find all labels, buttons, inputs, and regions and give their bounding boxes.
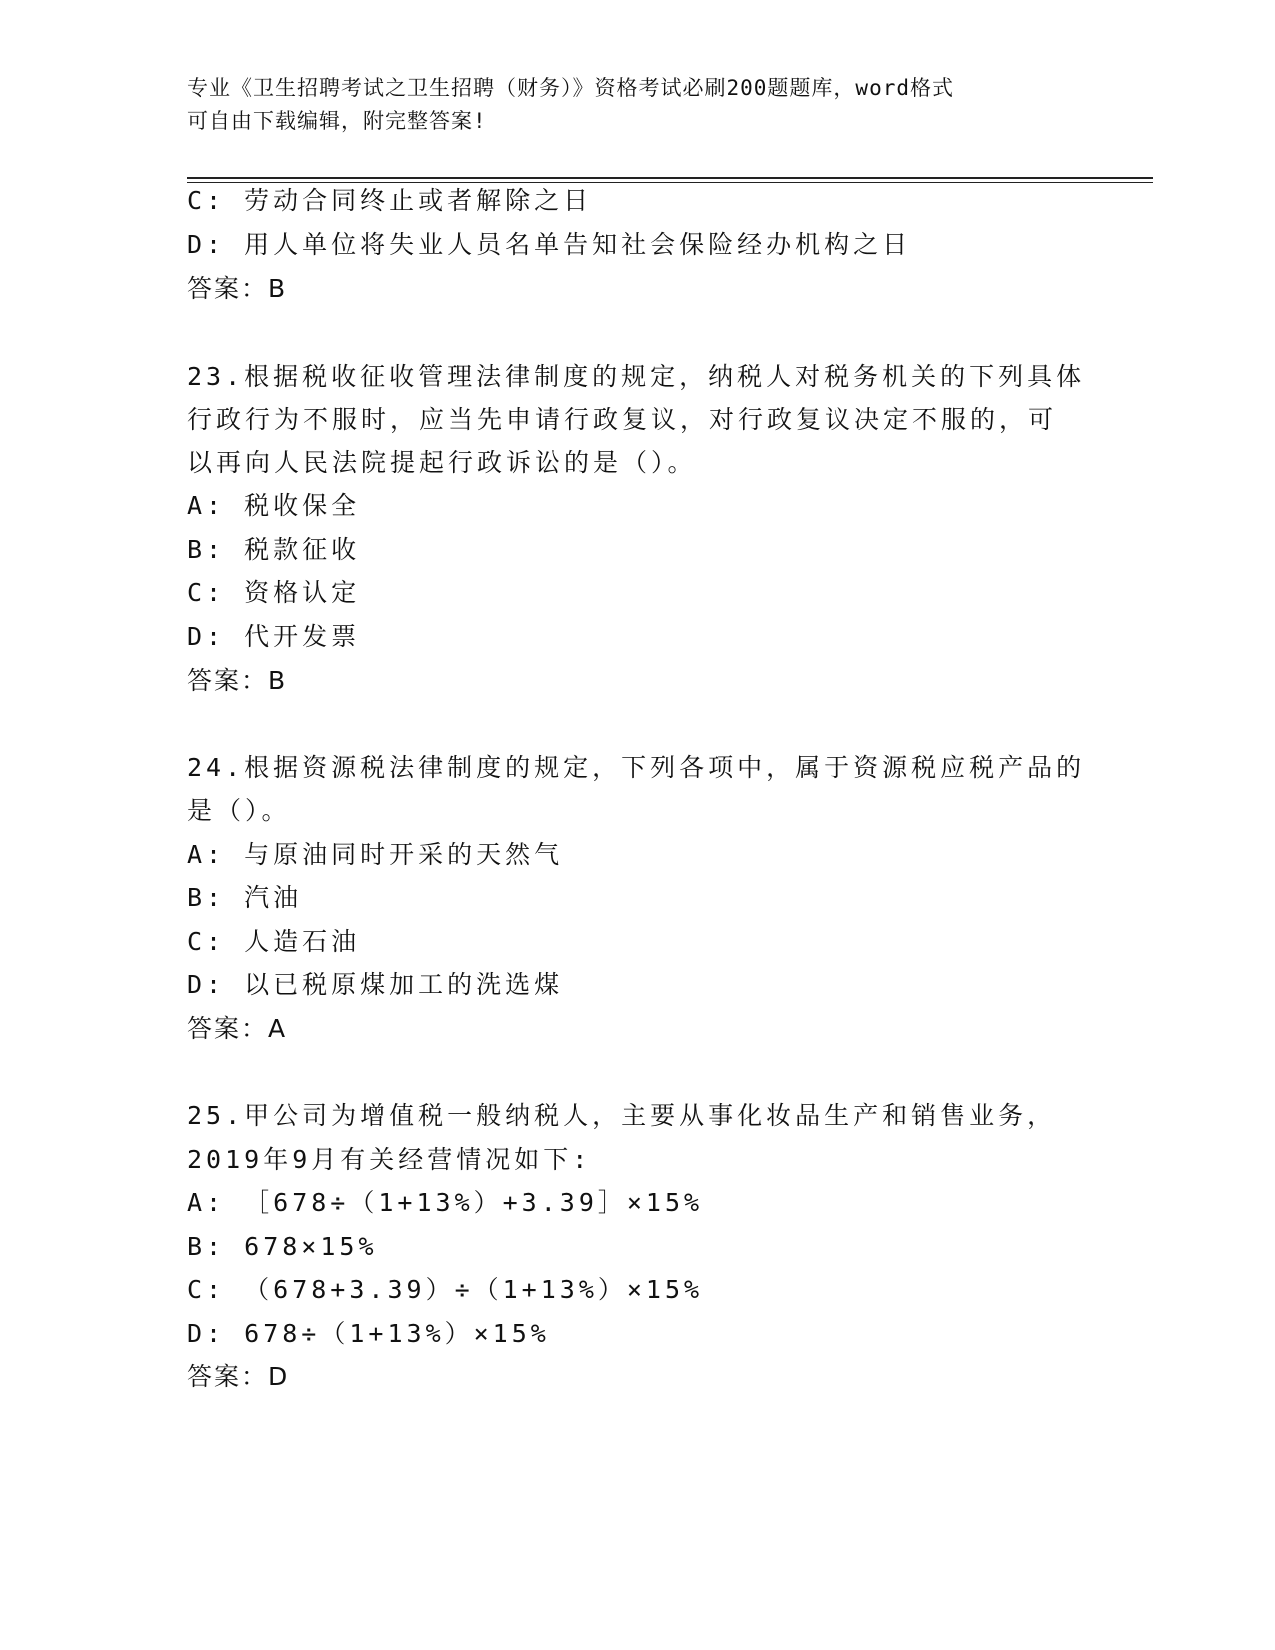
q24-option-c: C: 人造石油 xyxy=(187,927,361,956)
q24-option-b: B: 汽油 xyxy=(187,883,303,912)
q23-stem-line-1: 23.根据税收征收管理法律制度的规定，纳税人对税务机关的下列具体 xyxy=(187,362,1086,391)
q25-answer: 答案：D xyxy=(187,1362,290,1391)
header-line-1: 专业《卫生招聘考试之卫生招聘（财务）》资格考试必刷200题题库，word格式 xyxy=(187,76,954,100)
q25-option-d: D: 678÷（1+13%）×15% xyxy=(187,1319,550,1348)
q23-stem-line-2: 行政行为不服时，应当先申请行政复议，对行政复议决定不服的，可 xyxy=(187,405,1058,434)
q25-option-c: C: （678+3.39）÷（1+13%）×15% xyxy=(187,1275,704,1304)
header-line-2: 可自由下载编辑，附完整答案! xyxy=(187,109,487,133)
q24-option-a: A: 与原油同时开采的天然气 xyxy=(187,840,564,869)
q24-stem-line-1: 24.根据资源税法律制度的规定，下列各项中，属于资源税应税产品的 xyxy=(187,753,1086,782)
q24-option-d: D: 以已税原煤加工的洗选煤 xyxy=(187,970,564,999)
header-divider-thin xyxy=(187,182,1153,183)
q24-answer: 答案：A xyxy=(187,1014,288,1043)
q25-option-b: B: 678×15% xyxy=(187,1232,378,1261)
prev-answer: 答案：B xyxy=(187,274,288,303)
prev-option-d: D: 用人单位将失业人员名单告知社会保险经办机构之日 xyxy=(187,230,912,259)
q23-answer: 答案：B xyxy=(187,666,288,695)
q23-stem-line-3: 以再向人民法院提起行政诉讼的是（）。 xyxy=(187,448,697,477)
q25-stem-line-2: 2019年9月有关经营情况如下: xyxy=(187,1145,592,1174)
q23-option-b: B: 税款征收 xyxy=(187,535,361,564)
q23-option-c: C: 资格认定 xyxy=(187,578,361,607)
q23-option-a: A: 税收保全 xyxy=(187,491,361,520)
q23-option-d: D: 代开发票 xyxy=(187,622,361,651)
q25-stem-line-1: 25.甲公司为增值税一般纳税人，主要从事化妆品生产和销售业务， xyxy=(187,1101,1057,1130)
header-divider-thick xyxy=(187,177,1153,179)
prev-option-c: C: 劳动合同终止或者解除之日 xyxy=(187,186,593,215)
q25-option-a: A: ［678÷（1+13%）+3.39］×15% xyxy=(187,1188,704,1217)
document-header xyxy=(187,72,1067,138)
q24-stem-line-2: 是（）。 xyxy=(187,796,291,825)
